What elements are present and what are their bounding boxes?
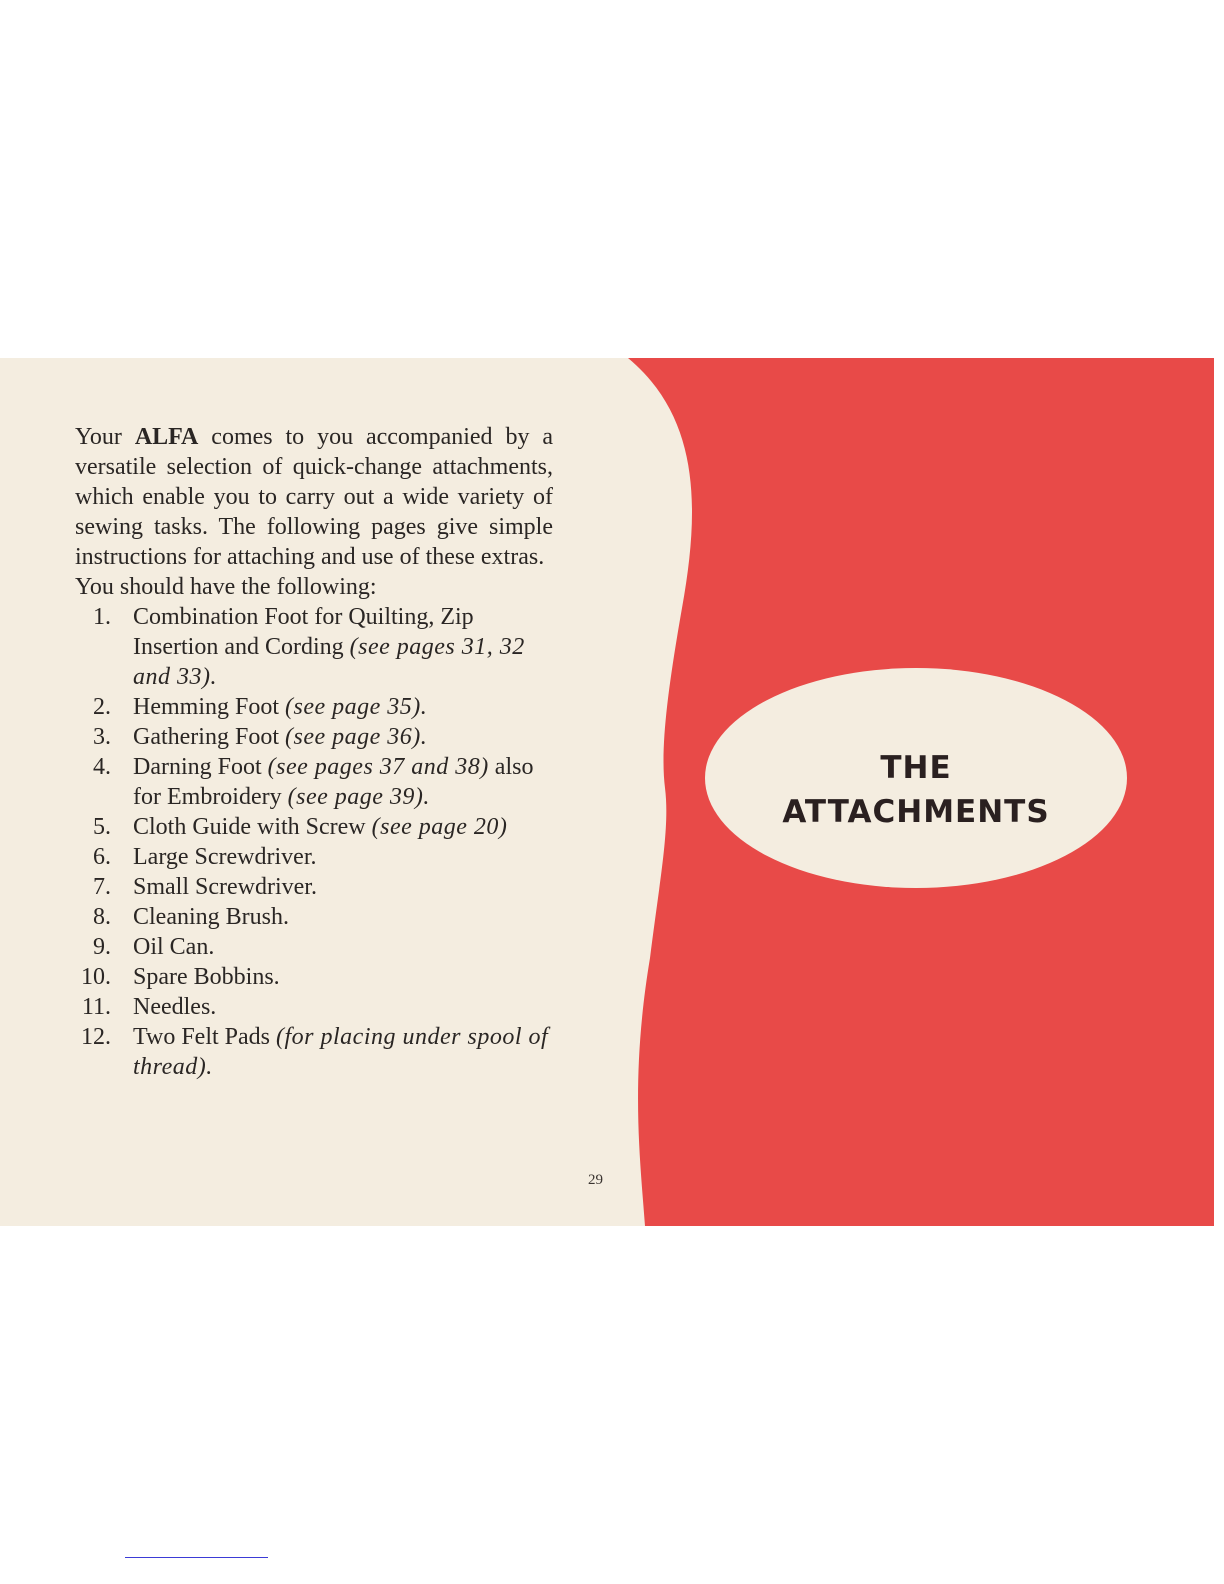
item-page-reference: (for placing under spool of thread). — [133, 1024, 549, 1080]
item-text: Combination Foot for Quilting, Zip Insertion and Cording — [133, 604, 474, 660]
item-text-continued: also for Embroidery — [133, 754, 534, 810]
section-title-line-2: ATTACHMENTS — [782, 794, 1050, 830]
list-item — [75, 812, 553, 842]
list-item — [75, 932, 553, 962]
list-item — [75, 1022, 553, 1082]
item-number: 8. — [93, 904, 111, 930]
item-number: 12. — [81, 1024, 111, 1050]
item-text: Large Screwdriver. — [133, 844, 317, 870]
brand-name: ALFA — [134, 424, 199, 450]
text-column — [75, 422, 553, 1082]
item-number: 1. — [93, 604, 111, 630]
booklet-spread — [0, 358, 1214, 1226]
intro-after-brand: comes to you accompanied by a versatile selection of quick-change attachments, which enable you to carry out a wide variety of sewing tasks. The following pages give simple instructions for attaching and use of these extras. — [75, 424, 554, 570]
item-text: Needles. — [133, 994, 217, 1020]
item-page-reference: (see pages 37 and 38) — [267, 754, 489, 780]
page-number: 29 — [588, 1172, 603, 1188]
footnote-rule — [125, 1557, 268, 1558]
item-page-reference: (see page 35). — [285, 694, 428, 720]
item-text: Cleaning Brush. — [133, 904, 289, 930]
item-number: 10. — [81, 964, 111, 990]
list-item — [75, 692, 553, 722]
attachments-list — [75, 602, 553, 1082]
item-number: 3. — [93, 724, 111, 750]
item-text: Hemming Foot — [133, 694, 286, 720]
item-number: 6. — [93, 844, 111, 870]
list-item — [75, 842, 553, 872]
section-title-line-1: THE — [880, 750, 952, 786]
intro-paragraph — [75, 422, 553, 572]
item-number: 11. — [81, 994, 111, 1020]
item-number: 5. — [93, 814, 111, 840]
list-item — [75, 902, 553, 932]
item-number: 7. — [93, 874, 111, 900]
list-item — [75, 872, 553, 902]
list-item — [75, 992, 553, 1022]
item-page-reference: (see page 20) — [371, 814, 508, 840]
list-item — [75, 602, 553, 692]
item-text: Oil Can. — [133, 934, 215, 960]
item-number: 9. — [93, 934, 111, 960]
list-item — [75, 962, 553, 992]
item-text: Two Felt Pads — [133, 1024, 276, 1050]
item-number: 2. — [93, 694, 111, 720]
list-lead-in: You should have the following: — [75, 574, 377, 600]
intro-before-brand: Your — [75, 424, 135, 450]
item-text: Gathering Foot — [133, 724, 285, 750]
list-item — [75, 722, 553, 752]
item-page-reference: (see page 36). — [284, 724, 428, 750]
item-text: Small Screwdriver. — [133, 874, 317, 900]
item-number: 4. — [93, 754, 111, 780]
list-item — [75, 752, 553, 812]
item-page-reference-2: (see page 39). — [287, 784, 430, 810]
item-text: Darning Foot — [133, 754, 268, 780]
item-page-reference: (see pages 31, 32 and 33). — [133, 634, 525, 690]
section-title — [705, 746, 1127, 834]
item-text: Spare Bobbins. — [133, 964, 280, 990]
item-text: Cloth Guide with Screw — [133, 814, 372, 840]
